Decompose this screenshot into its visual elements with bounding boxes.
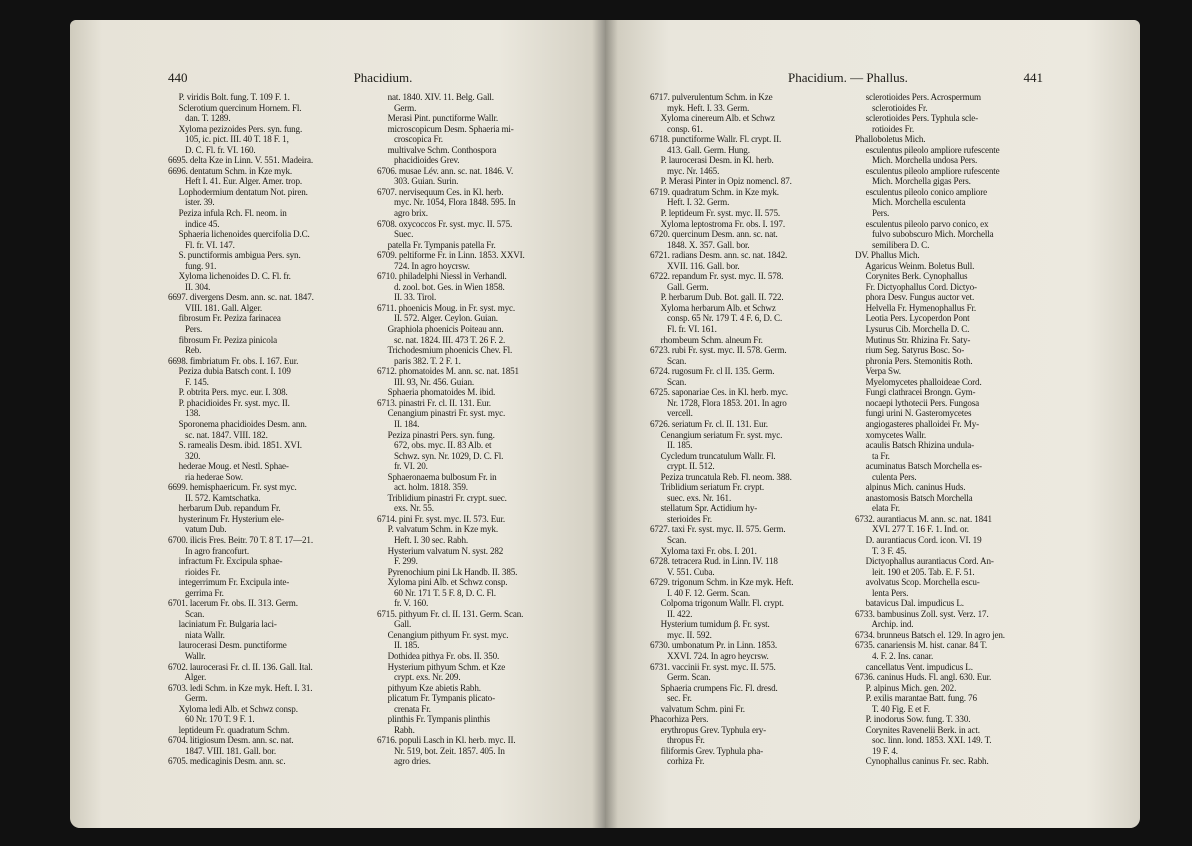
text-line: Cynophallus caninus Fr. sec. Rabh. bbox=[855, 756, 989, 767]
text-line: Cenangium seriatum Fr. syst. myc. bbox=[650, 429, 783, 440]
text-line: 6695. delta Kze in Linn. V. 551. Madeira. bbox=[168, 155, 314, 166]
text-line: sc. nat. 1824. III. 473 T. 26 F. 2. bbox=[377, 334, 506, 345]
text-line: 6713. pinastri Fr. cl. II. 131. Eur. bbox=[377, 397, 491, 408]
text-line: consp. 61. bbox=[650, 123, 703, 134]
text-line: 6725. saponariae Ces. in Kl. herb. myc. bbox=[650, 387, 788, 398]
text-line: fibrosum Fr. Peziza farinacea bbox=[168, 313, 281, 324]
text-line: fung. 91. bbox=[168, 260, 217, 271]
left-column-2 bbox=[377, 92, 573, 767]
text-line: phacidioides Grev. bbox=[377, 155, 460, 166]
text-line: Germ. Scan. bbox=[650, 672, 711, 683]
text-line: 6715. pithyum Fr. cl. II. 131. Germ. Scan. bbox=[377, 608, 524, 619]
text-line: 6701. lacerum Fr. obs. II. 313. Germ. bbox=[168, 598, 298, 609]
text-line: P. viridis Bolt. fung. T. 109 F. 1. bbox=[168, 92, 290, 102]
text-line: acuminatus Batsch Morchella es- bbox=[855, 461, 982, 472]
text-line: filiformis Grev. Typhula pha- bbox=[650, 745, 763, 756]
text-line: Heft. I. 30 sec. Rabh. bbox=[377, 534, 468, 545]
text-line: D. aurantiacus Cord. icon. VI. 19 bbox=[855, 534, 982, 545]
text-line: Hysterium pithyum Schm. et Kze bbox=[377, 661, 506, 672]
text-line: 724. In agro hoycrsw. bbox=[377, 260, 470, 271]
text-line: batavicus Dal. impudicus L. bbox=[855, 598, 964, 609]
text-line: 6727. taxi Fr. syst. myc. II. 575. Germ. bbox=[650, 524, 786, 535]
right-running-head: Phacidium. — Phallus. bbox=[788, 70, 908, 85]
text-line: plinthis Fr. Tympanis plinthis bbox=[377, 714, 490, 725]
text-line: F. 299. bbox=[377, 556, 418, 567]
text-line: 6735. canariensis M. hist. canar. 84 T. bbox=[855, 640, 987, 651]
text-line: alpinus Mich. caninus Huds. bbox=[855, 482, 966, 493]
text-line: elata Fr. bbox=[855, 503, 900, 514]
text-line: 4. F. 2. Ins. canar. bbox=[855, 650, 934, 661]
text-line: 6719. quadratum Schm. in Kze myk. bbox=[650, 186, 779, 197]
text-line: 6710. philadelphi Niessl in Verhandl. bbox=[377, 271, 507, 282]
text-line: Scan. bbox=[650, 534, 687, 545]
text-line: acaulis Batsch Rhizina undula- bbox=[855, 440, 974, 451]
text-line: myk. Heft. I. 33. Germ. bbox=[650, 102, 750, 113]
text-line: fungi urini N. Gasteromycetes bbox=[855, 408, 972, 419]
text-line: Phalloboletus Mich. bbox=[855, 134, 926, 145]
text-line: suec. exs. Nr. 161. bbox=[650, 492, 732, 503]
text-line: vatum Dub. bbox=[168, 524, 227, 535]
text-line: 6720. quercinum Desm. ann. sc. nat. bbox=[650, 229, 778, 240]
text-line: Merasi Pint. punctiforme Wallr. bbox=[377, 113, 498, 124]
text-line: 320. bbox=[168, 450, 201, 461]
text-line: Mutinus Str. Rhizina Fr. Saty- bbox=[855, 334, 971, 345]
text-line: rioides Fr. bbox=[168, 566, 221, 577]
text-line: 6734. brunneus Batsch el. 129. In agro jen. bbox=[855, 629, 1005, 640]
open-book bbox=[70, 20, 1140, 828]
text-line: microscopicum Desm. Sphaeria mi- bbox=[377, 123, 514, 134]
text-line: T. 40 Fig. E et F. bbox=[855, 703, 930, 714]
text-line: Mich. Morchella undosa Pers. bbox=[855, 155, 978, 166]
text-line: Peziza truncatula Reb. Fl. neom. 388. bbox=[650, 471, 792, 482]
text-line: 6718. punctiforme Wallr. Fl. crypt. II. bbox=[650, 134, 782, 145]
text-line: Xyloma taxi Fr. obs. I. 201. bbox=[650, 545, 757, 556]
text-line: culenta Pers. bbox=[855, 471, 917, 482]
text-line: 1848. X. 357. Gall. bor. bbox=[650, 239, 750, 250]
text-line: 672, obs. myc. II. 83 Alb. et bbox=[377, 440, 492, 451]
text-line: croscopica Fr. bbox=[377, 134, 443, 145]
text-line: leptideum Fr. quadratum Schm. bbox=[168, 724, 290, 735]
text-line: Verpa Sw. bbox=[855, 366, 901, 377]
text-line: 6716. populi Lasch in Kl. herb. myc. II. bbox=[377, 735, 516, 746]
text-line: Dothidea pithya Fr. obs. II. 350. bbox=[377, 650, 500, 661]
text-line: Fr. Dictyophallus Cord. Dictyo- bbox=[855, 281, 977, 292]
text-line: myc. Nr. 1465. bbox=[650, 165, 720, 176]
text-line: XVI. 277 T. 16 F. 1. Ind. or. bbox=[855, 524, 969, 535]
text-line: 6708. oxycoccos Fr. syst. myc. II. 575. bbox=[377, 218, 513, 229]
text-line: 60 Nr. 171 T. 5 F. 8, D. C. Fl. bbox=[377, 587, 496, 598]
text-line: avolvatus Scop. Morchella escu- bbox=[855, 577, 980, 588]
text-line: Peziza pinastri Pers. syn. fung. bbox=[377, 429, 495, 440]
text-line: 6721. radians Desm. ann. sc. nat. 1842. bbox=[650, 250, 788, 261]
text-line: I. 40 F. 12. Germ. Scan. bbox=[650, 587, 751, 598]
text-line: Alger. bbox=[168, 672, 207, 683]
text-line: P. laurocerasi Desm. in Kl. herb. bbox=[650, 155, 774, 166]
text-line: Sphaeria phomatoides M. ibid. bbox=[377, 387, 496, 398]
text-line: 6728. tetracera Rud. in Linn. IV. 118 bbox=[650, 556, 778, 567]
text-line: Xyloma lichenoides D. C. Fl. fr. bbox=[168, 271, 291, 282]
text-line: indice 45. bbox=[168, 218, 220, 229]
text-line: niata Wallr. bbox=[168, 629, 225, 640]
text-line: Xyloma pezizoides Pers. syn. fung. bbox=[168, 123, 303, 134]
text-line: xomycetes Wallr. bbox=[855, 429, 926, 440]
text-line: rotioides Fr. bbox=[855, 123, 914, 134]
text-line: 60 Nr. 170 T. 9 F. 1. bbox=[168, 714, 255, 725]
text-line: Peziza dubia Batsch cont. I. 109 bbox=[168, 366, 291, 377]
text-line: angiogasteres phalloidei Fr. My- bbox=[855, 418, 980, 429]
text-line: 6726. seriatum Fr. cl. II. 131. Eur. bbox=[650, 418, 768, 429]
text-line: Lysurus Cib. Morchella D. C. bbox=[855, 324, 970, 335]
text-line: Cenangium pinastri Fr. syst. myc. bbox=[377, 408, 506, 419]
text-line: dan. T. 1289. bbox=[168, 113, 231, 124]
text-line: leit. 190 et 205. Tab. E. F. 51. bbox=[855, 566, 975, 577]
text-line: lenta Pers. bbox=[855, 587, 909, 598]
text-line: 6729. trigonum Schm. in Kze myk. Heft. bbox=[650, 577, 794, 588]
text-line: 6732. aurantiacus M. ann. sc. nat. 1841 bbox=[855, 513, 992, 524]
text-line: laurocerasi Desm. punctiforme bbox=[168, 640, 287, 651]
text-line: herbarum Dub. repandum Fr. bbox=[168, 503, 281, 514]
text-line: Gall. bbox=[377, 619, 412, 630]
text-line: 6697. divergens Desm. ann. sc. nat. 1847. bbox=[168, 292, 314, 303]
text-line: Hysterium tumidum β. Fr. syst. bbox=[650, 619, 770, 630]
text-line: Nr. 1728, Flora 1853. 201. In agro bbox=[650, 397, 787, 408]
text-line: erythropus Grev. Typhula ery- bbox=[650, 724, 766, 735]
text-line: plicatum Fr. Tympanis plicato- bbox=[377, 693, 495, 704]
text-line: valvatum Schm. pini Fr. bbox=[650, 703, 745, 714]
text-line: Xyloma ledi Alb. et Schwz consp. bbox=[168, 703, 298, 714]
text-line: Lophodermium dentatum Not. piren. bbox=[168, 186, 308, 197]
text-line: Graphiola phoenicis Poiteau ann. bbox=[377, 324, 504, 335]
text-line: T. 3 F. 45. bbox=[855, 545, 907, 556]
text-line: paris 382. T. 2 F. 1. bbox=[377, 355, 461, 366]
text-line: Dictyophallus aurantiacus Cord. An- bbox=[855, 556, 994, 567]
text-line: F. 145. bbox=[168, 376, 209, 387]
text-line: 6709. peltiforme Fr. in Linn. 1853. XXVI. bbox=[377, 250, 525, 261]
text-line: 6717. pulverulentum Schm. in Kze bbox=[650, 92, 773, 102]
text-line: Trichodesmium phoenicis Chev. Fl. bbox=[377, 345, 513, 356]
text-line: Xyloma cinereum Alb. et Schwz bbox=[650, 113, 775, 124]
text-line: soc. linn. lond. 1853. XXI. 149. T. bbox=[855, 735, 992, 746]
text-line: esculentus pileolo ampliore rufescente bbox=[855, 165, 1000, 176]
text-line: Scan. bbox=[650, 376, 687, 387]
right-column-2 bbox=[855, 92, 1051, 767]
text-line: hederae Moug. et Nestl. Sphae- bbox=[168, 461, 289, 472]
text-line: Sporonema phacidioides Desm. ann. bbox=[168, 418, 307, 429]
text-line: fibrosum Fr. Peziza pinicola bbox=[168, 334, 277, 345]
text-line: P. valvatum Schm. in Kze myk. bbox=[377, 524, 498, 535]
text-line: Peziza infula Rch. Fl. neom. in bbox=[168, 208, 287, 219]
text-line: 138. bbox=[168, 408, 201, 419]
text-line: sclerotioides Fr. bbox=[855, 102, 928, 113]
text-line: agro dries. bbox=[377, 756, 431, 767]
text-line: agro brix. bbox=[377, 208, 428, 219]
text-line: Mich. Morchella esculenta bbox=[855, 197, 966, 208]
text-line: Triblidium seriatum Fr. crypt. bbox=[650, 482, 764, 493]
text-line: II. 185. bbox=[377, 640, 420, 651]
text-line: cancellatus Vent. impudicus L. bbox=[855, 661, 973, 672]
text-line: DV. Phallus Mich. bbox=[855, 250, 920, 261]
left-column-1 bbox=[168, 92, 364, 767]
text-line: sterioides Fr. bbox=[650, 513, 712, 524]
text-line: gerrima Fr. bbox=[168, 587, 224, 598]
text-line: P. exilis marantae Batt. fung. 76 bbox=[855, 693, 977, 704]
text-line: II. 304. bbox=[168, 281, 211, 292]
text-line: II. 185. bbox=[650, 440, 693, 451]
text-line: Triblidium pinastri Fr. crypt. suec. bbox=[377, 492, 507, 503]
text-line: corhiza Fr. bbox=[650, 756, 705, 767]
text-line: nocaepi lythotecii Pers. Fungosa bbox=[855, 397, 980, 408]
text-line: sclerotioides Pers. Acrospermum bbox=[855, 92, 981, 102]
text-line: rium Seg. Satyrus Bosc. So- bbox=[855, 345, 965, 356]
text-line: II. 184. bbox=[377, 418, 420, 429]
text-line: hysterinum Fr. Hysterium ele- bbox=[168, 513, 284, 524]
text-line: semilibera D. C. bbox=[855, 239, 930, 250]
text-line: Xyloma herbarum Alb. et Schwz bbox=[650, 302, 776, 313]
text-line: phronia Pers. Stemonitis Roth. bbox=[855, 355, 973, 366]
text-line: integerrimum Fr. Excipula inte- bbox=[168, 577, 290, 588]
text-line: Leotia Pers. Lycoperdon Pont bbox=[855, 313, 970, 324]
left-page-number: 440 bbox=[168, 70, 188, 85]
text-line: Fungi clathracei Brongn. Gym- bbox=[855, 387, 976, 398]
text-line: P. leptideum Fr. syst. myc. II. 575. bbox=[650, 208, 781, 219]
text-line: 6736. caninus Huds. Fl. angl. 630. Eur. bbox=[855, 672, 992, 683]
text-line: Pyrenochium pini Lk Handb. II. 385. bbox=[377, 566, 518, 577]
text-line: fr. V. 160. bbox=[377, 598, 429, 609]
text-line: esculentus pileolo ampliore rufescente bbox=[855, 144, 1000, 155]
text-line: P. obtrita Pers. myc. eur. I. 308. bbox=[168, 387, 288, 398]
text-line: sc. nat. 1847. VIII. 182. bbox=[168, 429, 268, 440]
text-line: pithyum Kze abietis Rabh. bbox=[377, 682, 481, 693]
text-line: crypt. II. 512. bbox=[650, 461, 715, 472]
text-line: consp. 65 Nr. 179 T. 4 F. 6, D. C. bbox=[650, 313, 783, 324]
text-line: 1847. VIII. 181. Gall. bor. bbox=[168, 745, 276, 756]
text-line: ria hederae Sow. bbox=[168, 471, 243, 482]
text-line: Corynites Berk. Cynophallus bbox=[855, 271, 968, 282]
text-line: 413. Gall. Germ. Hung. bbox=[650, 144, 750, 155]
text-line: P. inodorus Sow. fung. T. 330. bbox=[855, 714, 971, 725]
text-line: Pers. bbox=[168, 324, 203, 335]
text-line: sec. Fr. bbox=[650, 693, 692, 704]
text-line: anastomosis Batsch Morchella bbox=[855, 492, 973, 503]
text-line: P. herbarum Dub. Bot. gall. II. 722. bbox=[650, 292, 784, 303]
text-line: Myelomycetes phalloideae Cord. bbox=[855, 376, 982, 387]
text-line: Hysterium valvatum N. syst. 282 bbox=[377, 545, 504, 556]
text-line: Heft. I. 32. Germ. bbox=[650, 197, 730, 208]
text-line: Scan. bbox=[168, 608, 205, 619]
text-line: stellatum Spr. Actidium hy- bbox=[650, 503, 758, 514]
text-line: ister. 39. bbox=[168, 197, 215, 208]
text-line: 6724. rugosum Fr. cl II. 135. Germ. bbox=[650, 366, 775, 377]
text-line: sclerotioides Pers. Typhula scle- bbox=[855, 113, 979, 124]
text-line: Sclerotium quercinum Hornem. Fl. bbox=[168, 102, 302, 113]
text-line: myc. II. 592. bbox=[650, 629, 712, 640]
text-line: thropus Fr. bbox=[650, 735, 705, 746]
text-line: Phacorhiza Pers. bbox=[650, 714, 709, 725]
text-line: esculentus pileolo conico ampliore bbox=[855, 186, 988, 197]
text-line: XVII. 116. Gall. bor. bbox=[650, 260, 740, 271]
text-line: Suec. bbox=[377, 229, 414, 240]
text-line: 6722. repandum Fr. syst. myc. II. 578. bbox=[650, 271, 784, 282]
text-line: II. 422. bbox=[650, 608, 693, 619]
text-line: 6706. musae Lév. ann. sc. nat. 1846. V. bbox=[377, 165, 514, 176]
text-line: Sphaeria lichenoides quercifolia D.C. bbox=[168, 229, 310, 240]
text-line: d. zool. bot. Ges. in Wien 1858. bbox=[377, 281, 505, 292]
text-line: Xyloma pini Alb. et Schwz consp. bbox=[377, 577, 508, 588]
text-line: VIII. 181. Gall. Alger. bbox=[168, 302, 262, 313]
text-line: Archip. ind. bbox=[855, 619, 914, 630]
text-line: infractum Fr. Excipula sphae- bbox=[168, 556, 283, 567]
text-line: Fl. fr. VI. 161. bbox=[650, 324, 717, 335]
text-line: Mich. Morchella gigas Pers. bbox=[855, 176, 971, 187]
text-line: Rabh. bbox=[377, 724, 415, 735]
text-line: 6711. phoenicis Moug. in Fr. syst. myc. bbox=[377, 302, 516, 313]
text-line: Colpoma trigonum Wallr. Fl. crypt. bbox=[650, 598, 784, 609]
book-gutter-shadow bbox=[592, 20, 618, 828]
right-column-1 bbox=[650, 92, 846, 767]
text-line: 6731. vaccinii Fr. syst. myc. II. 575. bbox=[650, 661, 776, 672]
text-line: laciniatum Fr. Bulgaria laci- bbox=[168, 619, 277, 630]
text-line: multivalve Schm. Conthospora bbox=[377, 144, 497, 155]
text-line: Cycledum truncatulum Wallr. Fl. bbox=[650, 450, 776, 461]
right-page-number: 441 bbox=[1023, 70, 1043, 85]
text-line: rhombeum Schm. alneum Fr. bbox=[650, 334, 763, 345]
text-line: nat. 1840. XIV. 11. Belg. Gall. bbox=[377, 92, 494, 102]
text-line: 19 F. 4. bbox=[855, 745, 898, 756]
text-line: Germ. bbox=[168, 693, 208, 704]
text-line: Scan. bbox=[650, 355, 687, 366]
text-line: D. C. Fl. fr. VI. 160. bbox=[168, 144, 256, 155]
text-line: Wallr. bbox=[168, 650, 206, 661]
text-line: Cenangium pithyum Fr. syst. myc. bbox=[377, 629, 509, 640]
text-line: 6696. dentatum Schm. in Kze myk. bbox=[168, 165, 293, 176]
text-line: Germ. bbox=[377, 102, 417, 113]
text-line: III. 93, Nr. 456. Guian. bbox=[377, 376, 474, 387]
text-line: Helvella Fr. Hymenophallus Fr. bbox=[855, 302, 977, 313]
text-line: myc. Nr. 1054, Flora 1848. 595. In bbox=[377, 197, 516, 208]
text-line: 6700. ilicis Fres. Beitr. 70 T. 8 T. 17—21. bbox=[168, 534, 313, 545]
text-line: crenata Fr. bbox=[377, 703, 431, 714]
text-line: P. Merasi Pinter in Opiz nomencl. 87. bbox=[650, 176, 792, 187]
text-line: S. ramealis Desm. ibid. 1851. XVI. bbox=[168, 440, 302, 451]
text-line: 6707. nervisequum Ces. in Kl. herb. bbox=[377, 186, 504, 197]
text-line: fulvo subobscuro Mich. Morchella bbox=[855, 229, 994, 240]
text-line: 6723. rubi Fr. syst. myc. II. 578. Germ. bbox=[650, 345, 787, 356]
text-line: 6714. pini Fr. syst. myc. II. 573. Eur. bbox=[377, 513, 506, 524]
text-line: crypt. exs. Nr. 209. bbox=[377, 672, 461, 683]
text-line: Gall. Germ. bbox=[650, 281, 709, 292]
text-line: P. alpinus Mich. gen. 202. bbox=[855, 682, 957, 693]
text-line: Reb. bbox=[168, 345, 202, 356]
text-line: Fl. fr. VI. 147. bbox=[168, 239, 235, 250]
text-line: Heft I. 41. Eur. Alger. Amer. trop. bbox=[168, 176, 302, 187]
text-line: Corynites Ravenelii Berk. in act. bbox=[855, 724, 980, 735]
text-line: In agro francofurt. bbox=[168, 545, 250, 556]
text-line: Pers. bbox=[855, 208, 890, 219]
text-line: Sphaeria crumpens Fic. Fl. dresd. bbox=[650, 682, 778, 693]
text-line: esculentus pileolo parvo conico, ex bbox=[855, 218, 989, 229]
text-line: fr. VI. 20. bbox=[377, 461, 428, 472]
text-line: ta Fr. bbox=[855, 450, 890, 461]
text-line: act. holm. 1818. 359. bbox=[377, 482, 468, 493]
right-page bbox=[605, 20, 1140, 828]
text-line: II. 572. Kamtschatka. bbox=[168, 492, 261, 503]
text-line: vercell. bbox=[650, 408, 693, 419]
text-line: 105, ic. pict. III. 40 T. 18 F. 1, bbox=[168, 134, 289, 145]
left-running-head: Phacidium. bbox=[353, 70, 413, 85]
text-line: Xyloma leptostroma Fr. obs. I. 197. bbox=[650, 218, 785, 229]
text-line: patella Fr. Tympanis patella Fr. bbox=[377, 239, 496, 250]
text-line: Schwz. syn. Nr. 1029, D. C. Fl. bbox=[377, 450, 504, 461]
text-line: 6702. laurocerasi Fr. cl. II. 136. Gall. Ital. bbox=[168, 661, 313, 672]
text-line: Agaricus Weinm. Boletus Bull. bbox=[855, 260, 975, 271]
text-line: 6699. hemisphaericum. Fr. syst myc. bbox=[168, 482, 297, 493]
text-line: 6703. ledi Schm. in Kze myk. Heft. I. 31. bbox=[168, 682, 313, 693]
text-line: 6698. fimbriatum Fr. obs. I. 167. Eur. bbox=[168, 355, 299, 366]
text-line: phora Desv. Fungus auctor vet. bbox=[855, 292, 975, 303]
text-line: II. 572. Alger. Ceylon. Guian. bbox=[377, 313, 498, 324]
text-line: XXVI. 724. In agro heycrsw. bbox=[650, 650, 769, 661]
text-line: 6733. bambusinus Zoll. syst. Verz. 17. bbox=[855, 608, 989, 619]
left-page bbox=[70, 20, 605, 828]
text-line: II. 33. Tirol. bbox=[377, 292, 437, 303]
text-line: 6705. medicaginis Desm. ann. sc. bbox=[168, 756, 286, 767]
text-line: Nr. 519, bot. Zeit. 1857. 405. In bbox=[377, 745, 505, 756]
text-line: P. phacidioides Fr. syst. myc. II. bbox=[168, 397, 290, 408]
text-line: 303. Guian. Surin. bbox=[377, 176, 459, 187]
text-line: Sphaeronaema bulbosum Fr. in bbox=[377, 471, 497, 482]
text-line: 6730. umbonatum Pr. in Linn. 1853. bbox=[650, 640, 778, 651]
text-line: V. 551. Cuba. bbox=[650, 566, 715, 577]
text-line: S. punctiformis ambigua Pers. syn. bbox=[168, 250, 301, 261]
text-line: 6704. litigiosum Desm. ann. sc. nat. bbox=[168, 735, 294, 746]
text-line: 6712. phomatoides M. ann. sc. nat. 1851 bbox=[377, 366, 519, 377]
text-line: exs. Nr. 55. bbox=[377, 503, 434, 514]
